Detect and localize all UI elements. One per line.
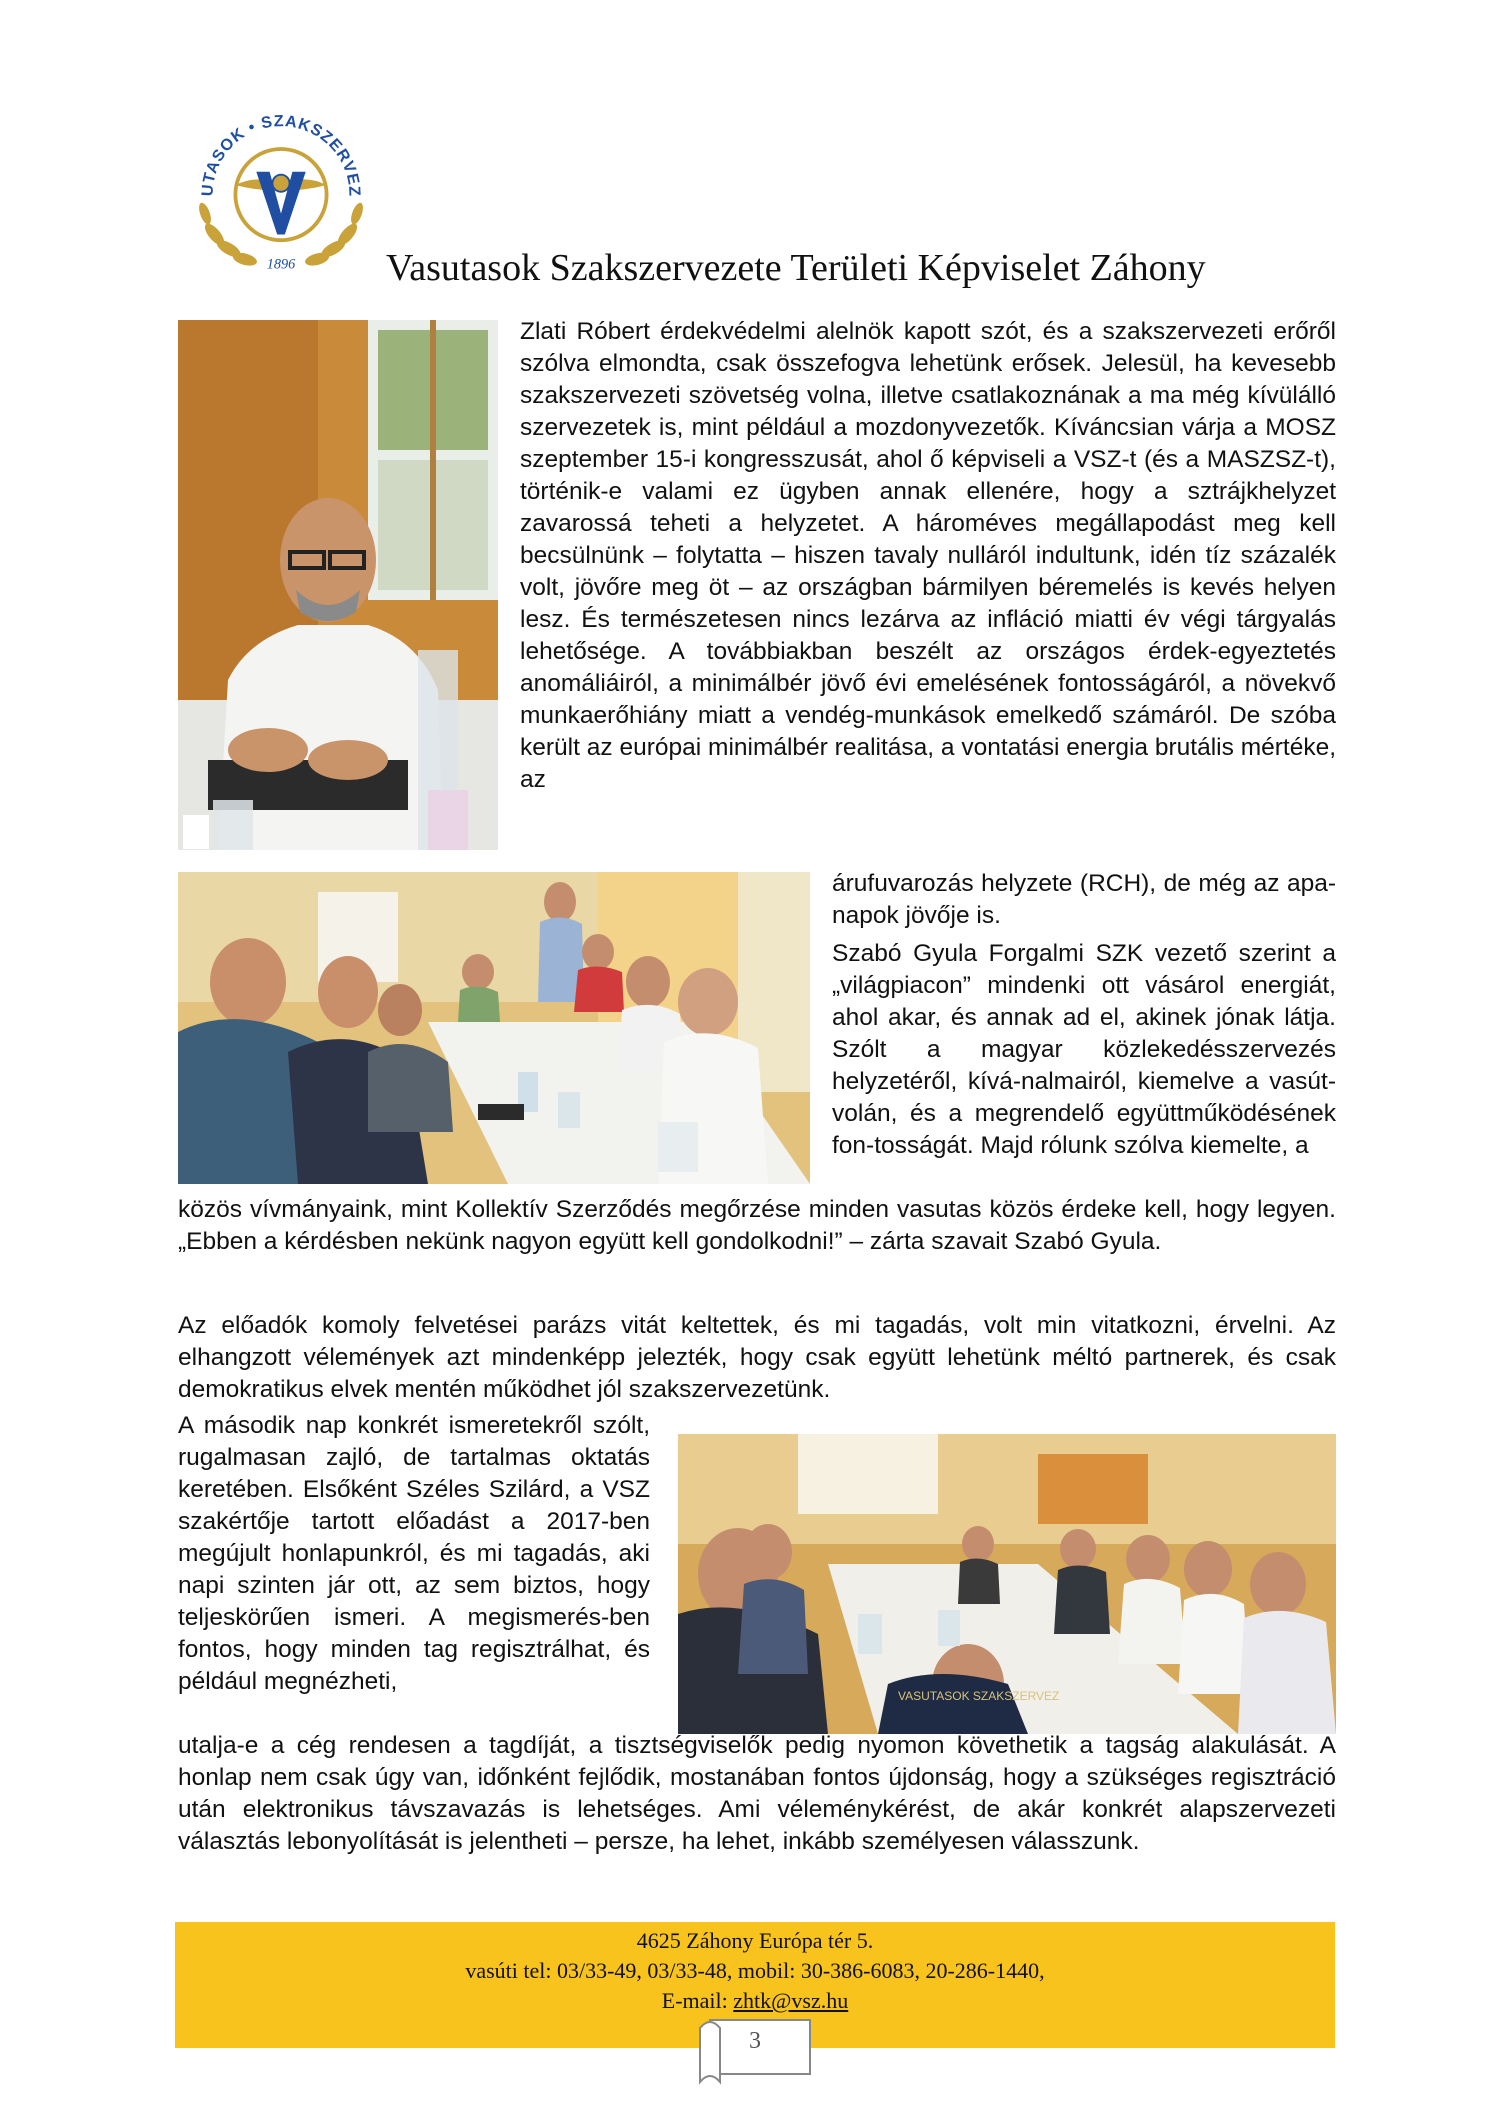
paragraph-masodik-nap-continued: utalja-e a cég rendesen a tagdíját, a tisztségviselők pedig nyomon követhetik a tagság alakulását. A honlap nem csak úgy van, időnként fejlődik, mostanában fontos újdonság, hogy a szükséges regisztráció után elektronikus távszavazás is lehetséges. Ami véleménykérést, de akár konkrét alapszervezeti választás lebonyolítását is jelentheti – persze, ha lehet, inkább személyesen válasszunk. bbox=[178, 1732, 1336, 1855]
photo-speaker-portrait bbox=[178, 320, 498, 850]
footer-email-link[interactable]: zhtk@vsz.hu bbox=[733, 1988, 849, 2013]
union-emblem-icon bbox=[186, 92, 376, 282]
paragraph-rch-ending: árufuvarozás helyzete (RCH), de még az apa-napok jövője is. bbox=[832, 870, 1336, 929]
paragraph-zlati-robert: Zlati Róbert érdekvédelmi alelnök kapott szót, és a szakszervezeti erőről szólva elmondta, csak összefogva lehetünk erősek. Jelesül, ha kevesebb szakszervezeti szövetség volna, illetve csatlakoznának a ma még kívülálló szervezetek is, mint például a mozdonyvezetők. Kíváncsian várja a MOSZ szeptember 15-i kongresszusát, ahol ő képviseli a VSZ-t (és a MASZSZ-t), történik-e valami ez ügyben annak ellenére, hogy a sztrájkhelyzet zavarossá teheti a helyzetet. A hároméves megállapodást meg kell becsülnünk – folytatta – hiszen tavaly nulláról indultunk, idén tíz százalék volt, jövőre meg öt – az országban bármilyen béremelés is kevés helyen lesz. És természetesen nincs lezárva az infláció miatti év végi tárgyalás lehetősége. A továbbiakban beszélt az országos érdek-egyeztetés anomáliáiról, a minimálbér jövő évi emelésének fontosságáról, a növekvő munkaerőhiány miatt a vendég-munkások emelkedő számáról. De szóba került az európai minimálbér realitása, a vontatási energia brutális mértéke, az bbox=[520, 318, 1336, 793]
logo-arc-text: UTASOK • SZAKSZERVEZ bbox=[198, 112, 364, 198]
paragraph-eloadok: Az előadók komoly felvetései parázs vitát keltettek, és mi tagadás, volt min vitatkozni, érvelni. Az elhangzott vélemények azt mindenképp jelezték, hogy csak együtt lehetünk méltó partnerek, és csak demokratikus elvek mentén működhet jól szakszervezetünk. bbox=[178, 1312, 1336, 1403]
footer-email-label: E-mail: bbox=[661, 1988, 728, 2013]
photo-meeting-table bbox=[178, 872, 810, 1184]
page-number: 3 bbox=[749, 2028, 761, 2054]
paragraph-masodik-nap: A második nap konkrét ismeretekről szólt, rugalmasan zajló, de tartalmas oktatás keretében. Elsőként Széles Szilárd, a VSZ szakértője tartott előadást a 2017-ben megújult honlapunkról, és mi tagadás, aki napi szinten jár ott, az sem biztos, hogy teljeskörűen ismeri. A megismerés-ben fontos, hogy minden tag regisztrálhat, és például megnézheti, bbox=[178, 1412, 650, 1695]
photo-training-session bbox=[678, 1434, 1336, 1734]
footer-address: 4625 Záhony Európa tér 5. bbox=[636, 1928, 874, 1953]
logo-year: 1896 bbox=[266, 256, 296, 273]
training-shirt-text: VASUTASOK SZAKSZERVEZ bbox=[898, 1689, 1060, 1703]
paragraph-szabo-gyula: Szabó Gyula Forgalmi SZK vezető szerint a „világpiacon” mindenki ott vásárol energiát, ahol akar, és annak ad el, akinek jónak látja. Szólt a magyar közlekedésszervezés helyzetéről, kívá-nalmairól, kiemelve a vasút-volán, és a megrendelő együttműködésének fon-tosságát. Majd rólunk szólva kiemelte, a bbox=[832, 940, 1336, 1159]
footer-phones: vasúti tel: 03/33-49, 03/33-48, mobil: 30-386-6083, 20-286-1440, bbox=[465, 1958, 1045, 1983]
page-title: Vasutasok Szakszervezete Területi Képviselet Záhony bbox=[386, 247, 1206, 289]
paragraph-szabo-gyula-continued: közös vívmányaink, mint Kollektív Szerződés megőrzése minden vasutas közös érdeke kell, hogy legyen. „Ebben a kérdésben nekünk nagyon együtt kell gondolkodni!” – zárta szavait Szabó Gyula. bbox=[178, 1196, 1336, 1255]
union-logo bbox=[186, 92, 376, 282]
